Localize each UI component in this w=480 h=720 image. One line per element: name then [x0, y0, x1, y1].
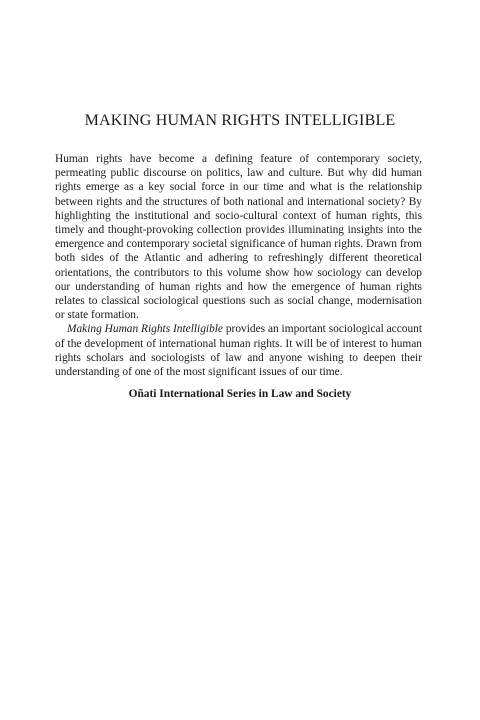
- book-description: [55, 152, 422, 379]
- book-title: MAKING HUMAN RIGHTS INTELLIGIBLE: [84, 112, 396, 129]
- description-paragraph-1: Human rights have become a defining feature of contemporary society, permeating public discourse on politics, law and culture. But why did human rights emerge as a key social force in our time and what is the relationship between rights and the structures of both national and international society? By highlighting the institutional and socio-cultural context of human rights, this timely and thought-provoking collection provides illuminating insights into the emergence and contemporary societal significance of human rights. Drawn from both sides of the Atlantic and adhering to refreshingly different theoretical orientations, the contributors to this volume show how sociology can develop our understanding of human rights and how the emergence of human rights relates to classical sociological questions such as social change, modernisation or state formation.: [55, 153, 422, 322]
- description-paragraph-2: [55, 322, 422, 379]
- book-title-italic: Making Human Rights Intelligible: [67, 323, 223, 336]
- description-paragraph-2-text: provides an important sociological account of the development of international human rights. It will be of interest to human rights scholars and sociologists of law and anyone wishing to deepen their understanding of one of the most significant issues of our time.: [55, 323, 423, 379]
- series-name: Oñati International Series in Law and Society: [128, 388, 352, 400]
